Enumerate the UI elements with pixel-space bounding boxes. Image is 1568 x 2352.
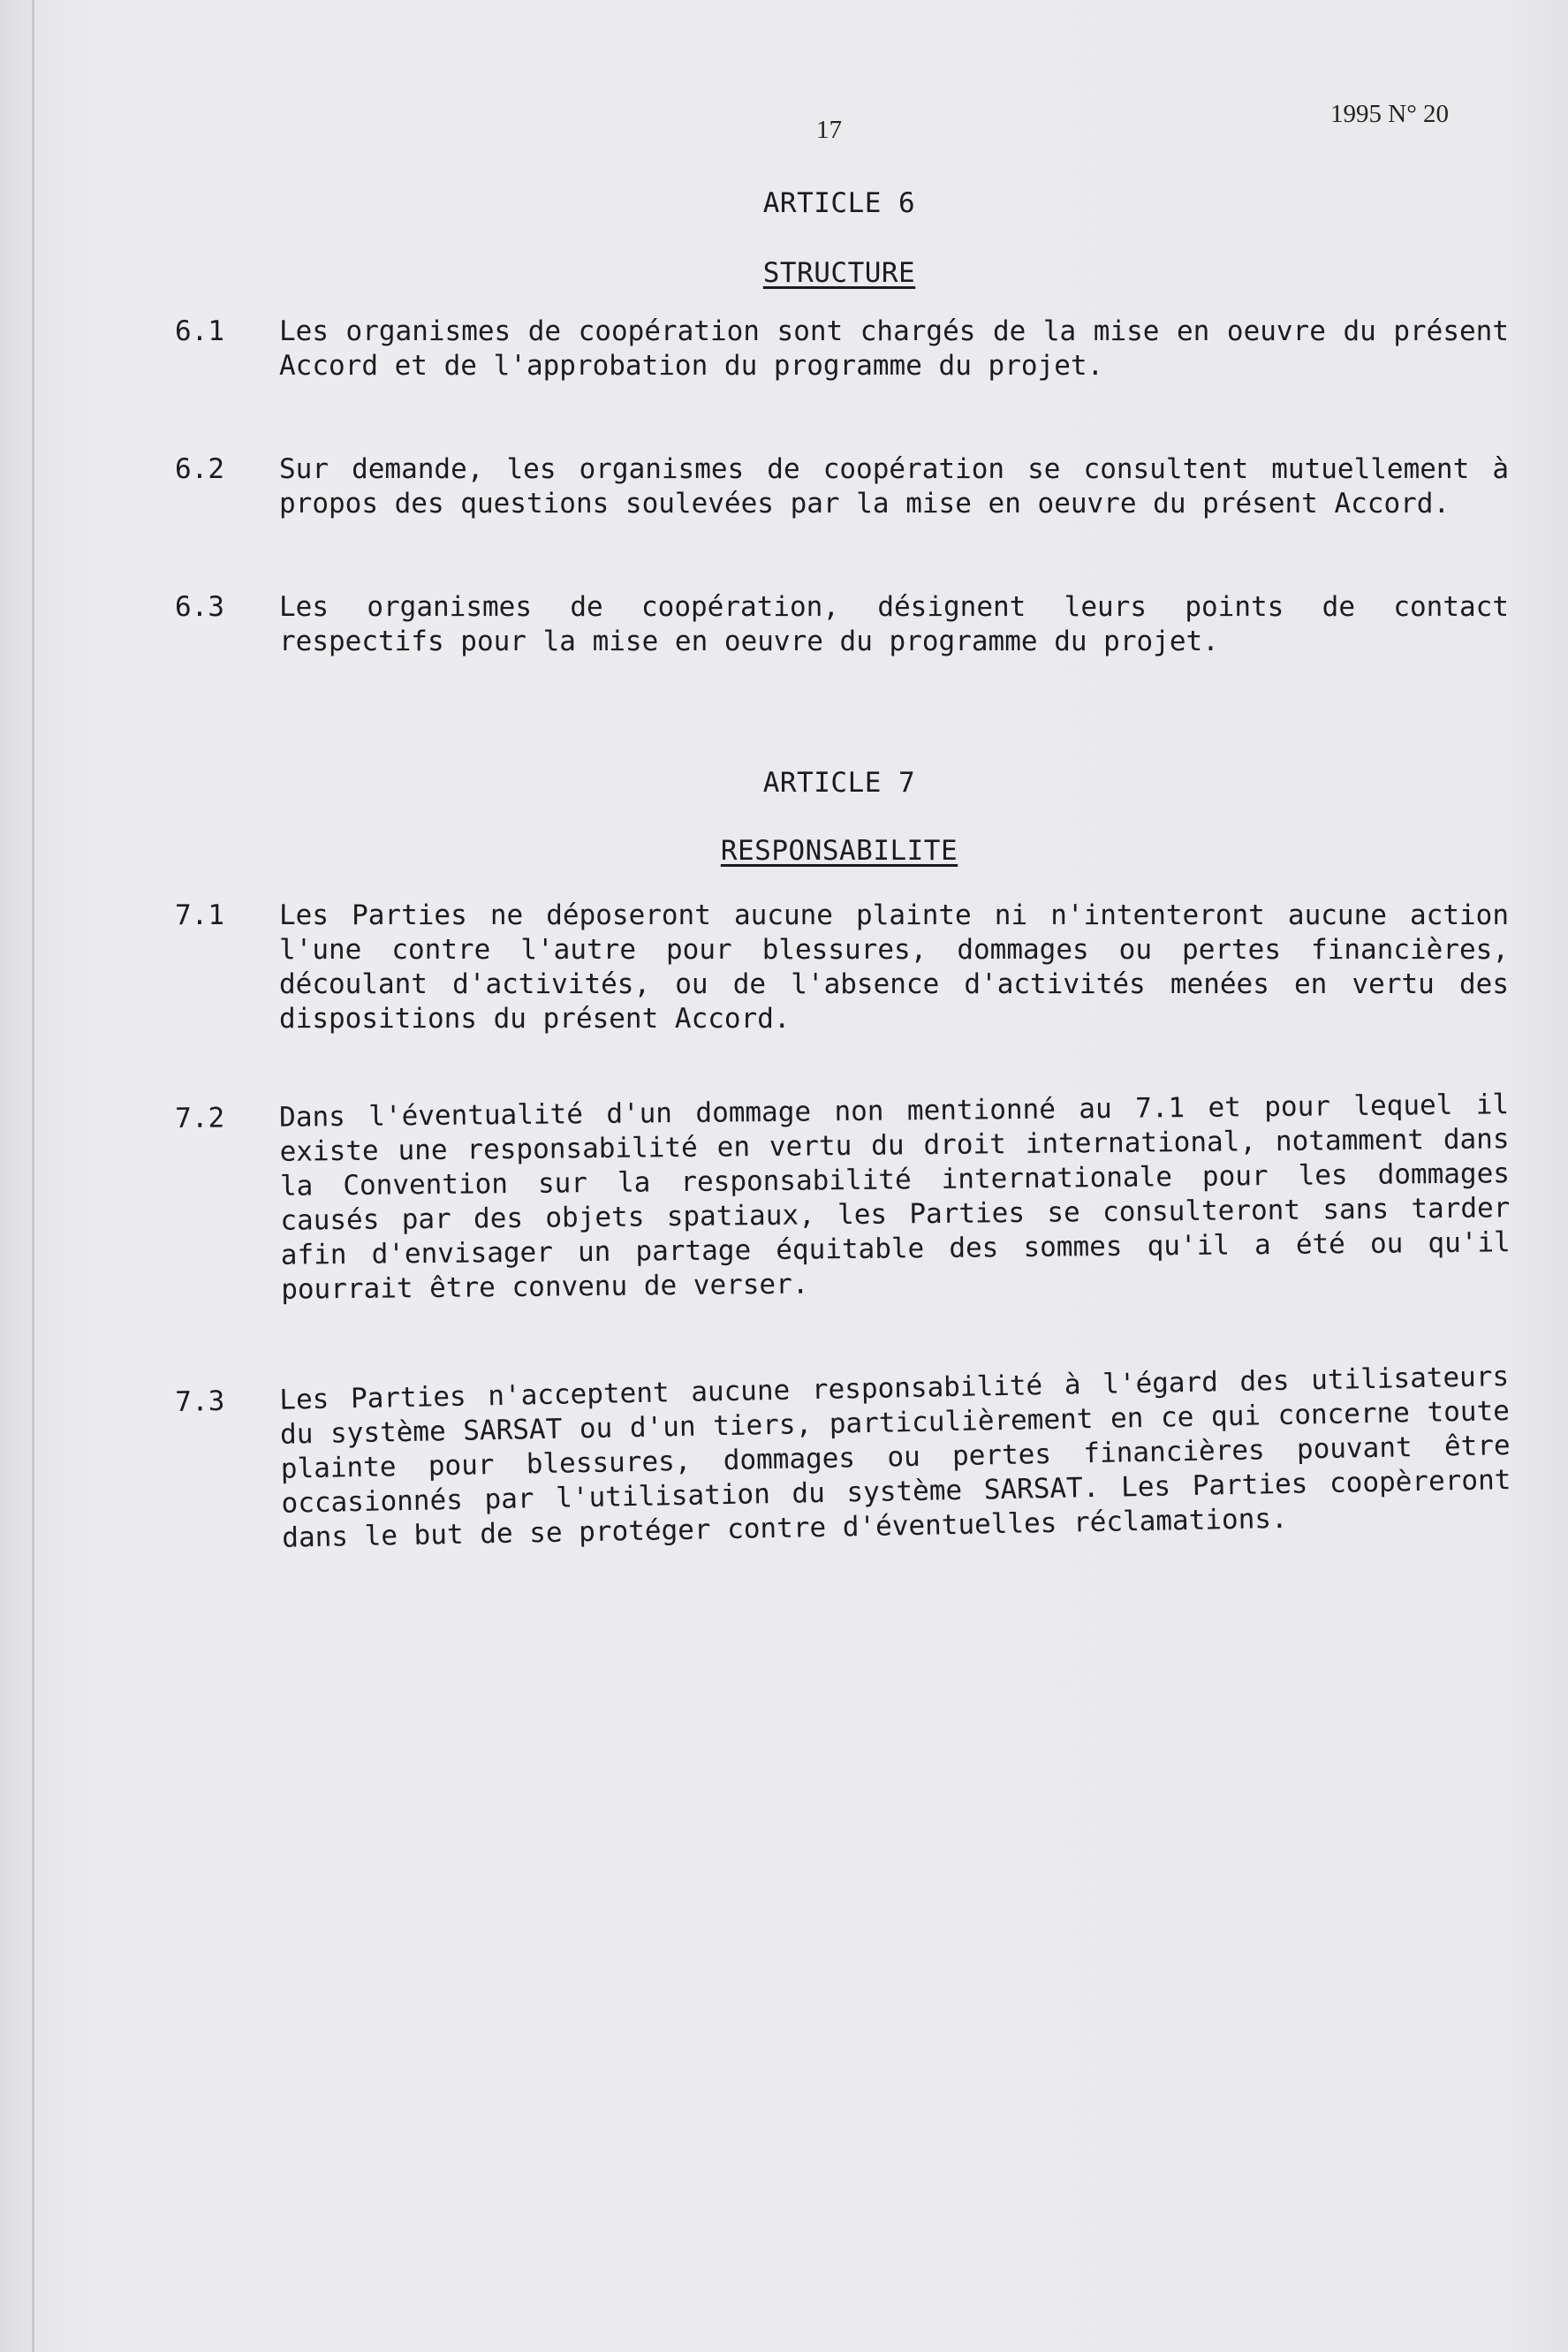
clause-number: 6.2	[175, 453, 224, 485]
clause-text: Les Parties ne déposeront aucune plainte ni n'intenteront aucune action l'une contre l'autre pour blessures, dommages ou pertes financières, découlant d'activités, ou de l'absence d'activités menées en vertu des dispositions du présent Accord.	[279, 899, 1509, 1035]
clause-number: 7.1	[175, 899, 224, 931]
page-number: 17	[816, 116, 842, 144]
clause-text: Les Parties n'acceptent aucune responsabilité à l'égard des utilisateurs du système SARSAT ou d'un tiers, particulièrement en ce qui concerne toute plainte pour blessures, dommages ou pertes financières pouvant être occasionnés par l'utilisation du système SARSAT. Les Parties coopèreront dans le but de se protéger contre d'éventuelles réclamations.	[278, 1361, 1511, 1554]
clause-number: 7.3	[175, 1385, 225, 1418]
article-6-heading: ARTICLE 6	[762, 187, 916, 219]
clause-number: 6.1	[175, 315, 224, 347]
clause-7-2	[175, 1088, 1513, 1306]
article-7-subtitle	[0, 835, 1568, 867]
clause-text: Dans l'éventualité d'un dommage non mentionné au 7.1 et pour lequel il existe une responsabilité en vertu du droit international, notamment dans la Convention sur la responsabilité internationale pour les dommages causés par des objets spatiaux, les Parties se consulteront sans tarder afin d'envisager un partage équitable des sommes qu'il a été ou qu'il pourrait être convenu de verser.	[279, 1089, 1511, 1306]
article-7-subtitle-text: RESPONSABILITE	[720, 835, 958, 867]
article-7-heading: ARTICLE 7	[762, 767, 916, 799]
clause-text: Les organismes de coopération, désignent leurs points de contact respectifs pour la mise en oeuvre du programme du projet.	[279, 591, 1509, 657]
publication-reference: 1995 N° 20	[1330, 100, 1450, 128]
clause-number: 7.2	[175, 1102, 225, 1134]
page-binding-edge	[32, 0, 34, 2352]
article-6-subtitle	[0, 257, 1568, 289]
article-6-subtitle-text: STRUCTURE	[762, 257, 916, 289]
clause-number: 6.3	[175, 591, 224, 623]
clause-text: Les organismes de coopération sont chargés de la mise en oeuvre du présent Accord et de l'approbation du programme du projet.	[279, 315, 1509, 382]
clause-text: Sur demande, les organismes de coopération se consultent mutuellement à propos des questions soulevées par la mise en oeuvre du présent Accord.	[279, 453, 1509, 520]
clause-7-3	[175, 1360, 1513, 1554]
